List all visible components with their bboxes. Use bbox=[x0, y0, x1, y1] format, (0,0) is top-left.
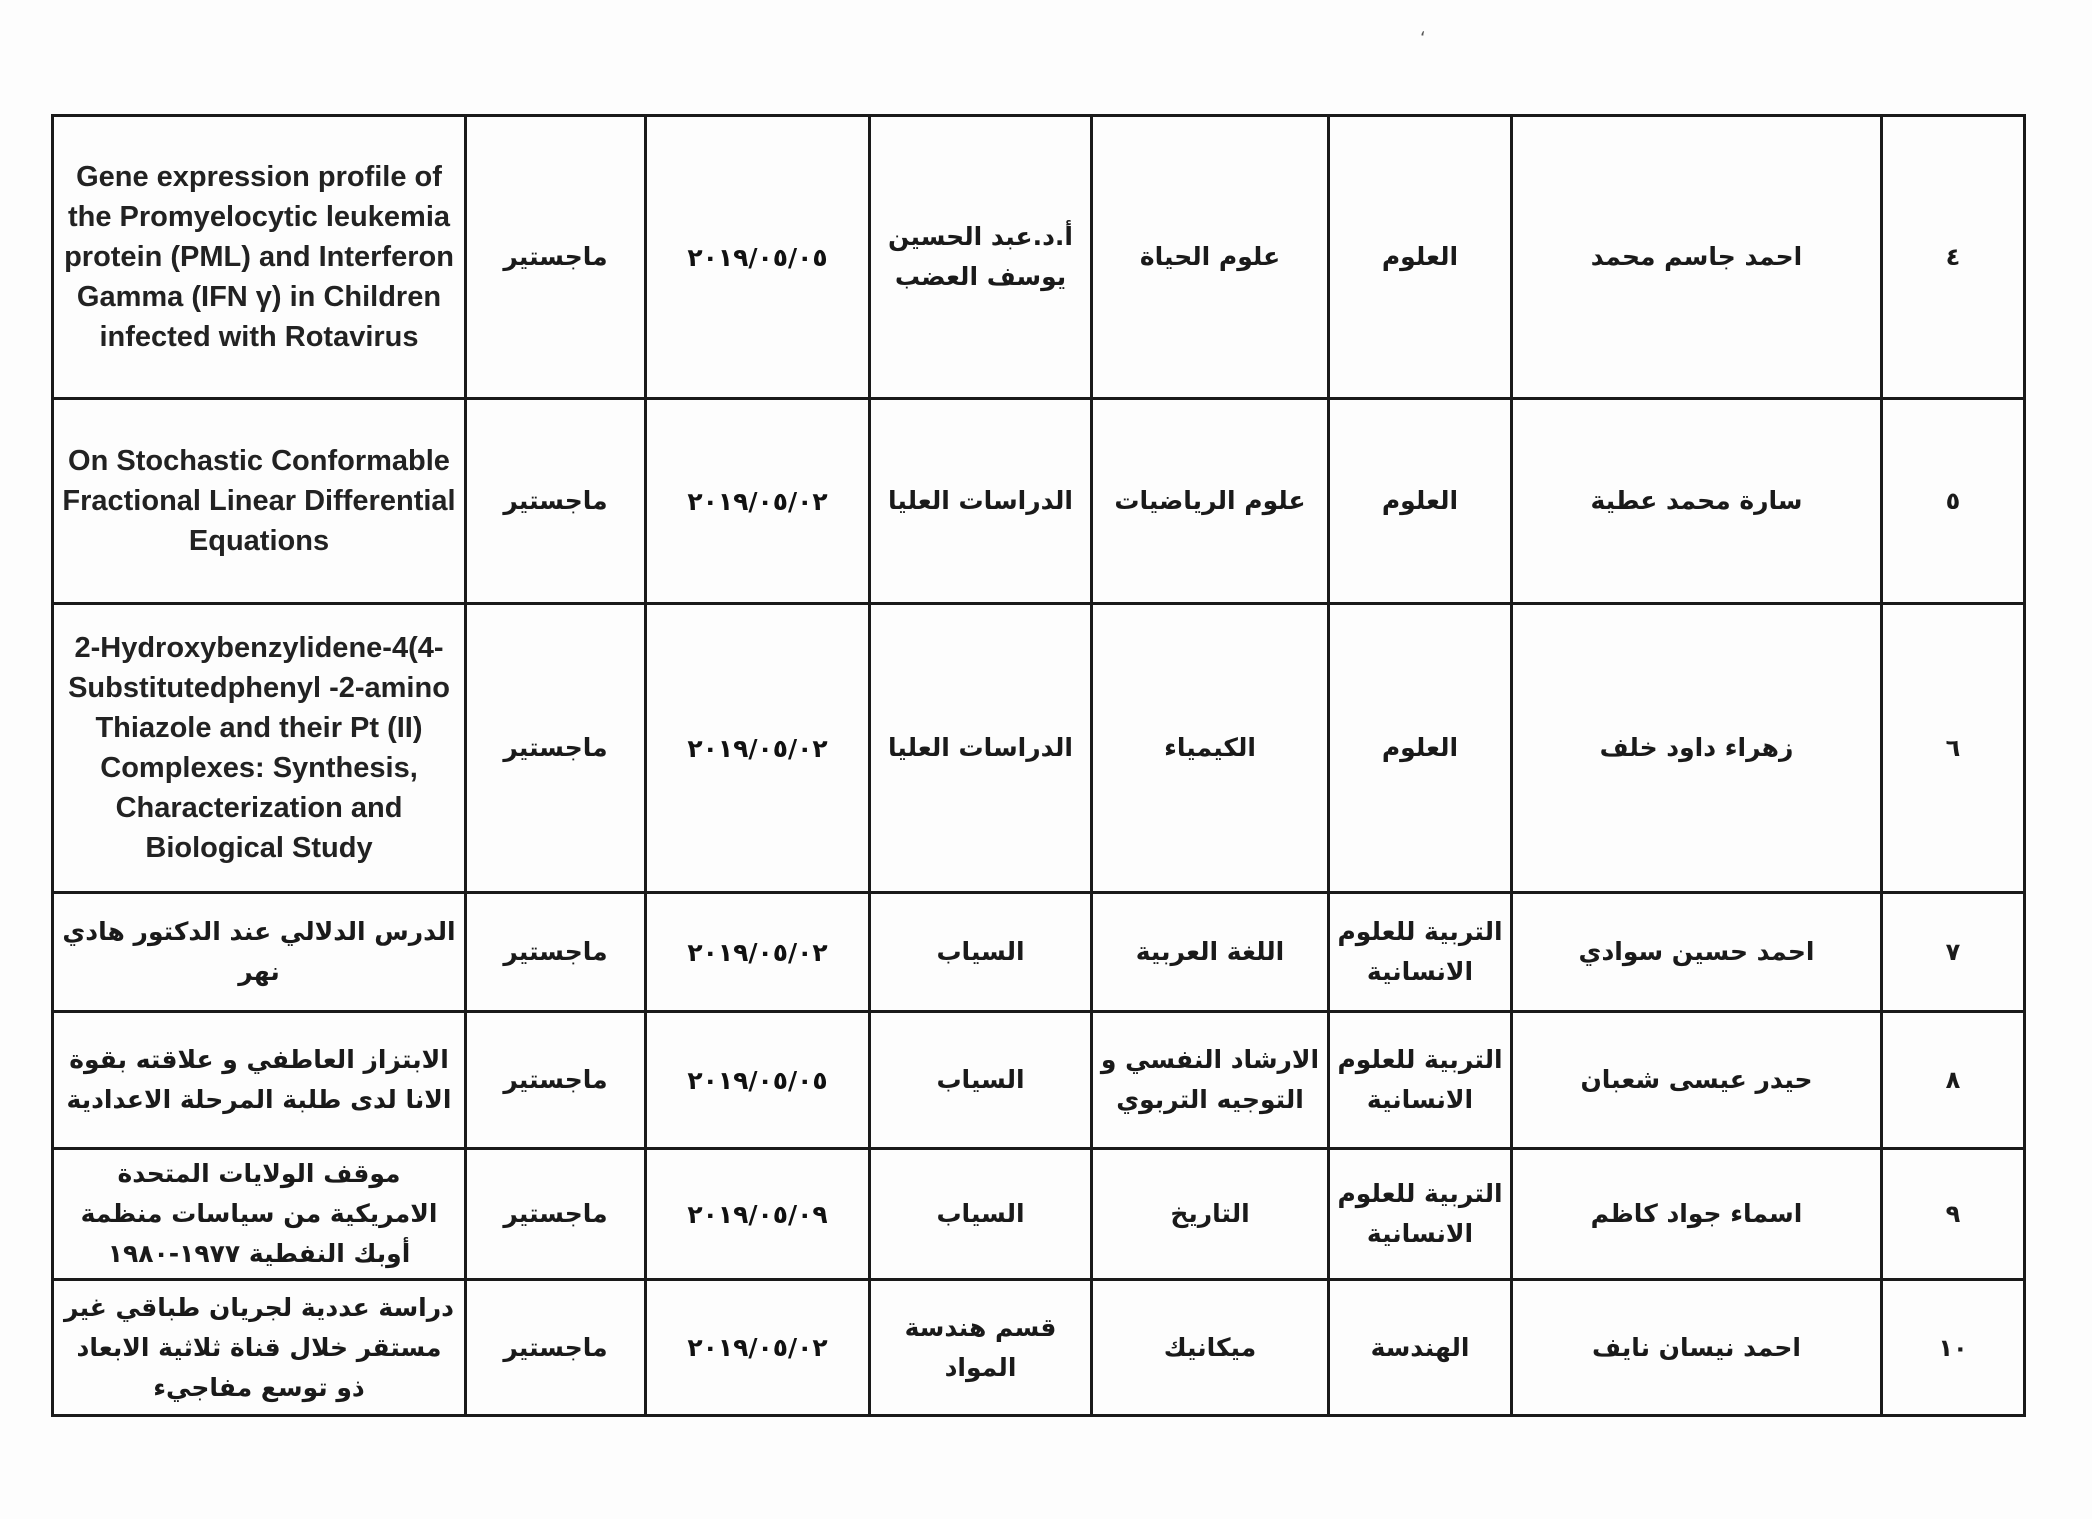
thesis-title: الابتزاز العاطفي و علاقته بقوة الانا لدى طلبة المرحلة الاعدادية bbox=[53, 1012, 466, 1149]
row-number: ٥ bbox=[1882, 399, 2025, 604]
supervisor: الدراسات العليا bbox=[870, 604, 1092, 893]
date: ٢٠١٩/٠٥/٠٢ bbox=[646, 1280, 870, 1416]
supervisor: أ.د.عبد الحسين يوسف العضب bbox=[870, 116, 1092, 399]
supervisor: قسم هندسة المواد bbox=[870, 1280, 1092, 1416]
student-name: زهراء داود خلف bbox=[1512, 604, 1882, 893]
table-row bbox=[53, 399, 2025, 604]
supervisor: الدراسات العليا bbox=[870, 399, 1092, 604]
degree: ماجستير bbox=[466, 1280, 646, 1416]
student-name: احمد حسين سوادي bbox=[1512, 893, 1882, 1012]
date: ٢٠١٩/٠٥/٠٩ bbox=[646, 1149, 870, 1280]
college: التربية للعلوم الانسانية bbox=[1329, 1149, 1512, 1280]
row-number: ٤ bbox=[1882, 116, 2025, 399]
table-row bbox=[53, 604, 2025, 893]
table-row bbox=[53, 1280, 2025, 1416]
thesis-title: موقف الولايات المتحدة الامريكية من سياسات منظمة أوبك النفطية ١٩٧٧-١٩٨٠ bbox=[53, 1149, 466, 1280]
department: الكيمياء bbox=[1092, 604, 1329, 893]
row-number: ٨ bbox=[1882, 1012, 2025, 1149]
degree: ماجستير bbox=[466, 116, 646, 399]
supervisor: السياب bbox=[870, 893, 1092, 1012]
college: الهندسة bbox=[1329, 1280, 1512, 1416]
student-name: اسماء جواد كاظم bbox=[1512, 1149, 1882, 1280]
department: علوم الحياة bbox=[1092, 116, 1329, 399]
thesis-title: دراسة عددية لجريان طباقي غير مستقر خلال قناة ثلاثية الابعاد ذو توسع مفاجيء bbox=[53, 1280, 466, 1416]
degree: ماجستير bbox=[466, 399, 646, 604]
student-name: احمد نيسان نايف bbox=[1512, 1280, 1882, 1416]
department: ميكانيك bbox=[1092, 1280, 1329, 1416]
degree: ماجستير bbox=[466, 1012, 646, 1149]
thesis-register-table bbox=[51, 114, 2026, 1417]
date: ٢٠١٩/٠٥/٠٥ bbox=[646, 1012, 870, 1149]
college: التربية للعلوم الانسانية bbox=[1329, 1012, 1512, 1149]
college: التربية للعلوم الانسانية bbox=[1329, 893, 1512, 1012]
date: ٢٠١٩/٠٥/٠٢ bbox=[646, 604, 870, 893]
department: علوم الرياضيات bbox=[1092, 399, 1329, 604]
date: ٢٠١٩/٠٥/٠٥ bbox=[646, 116, 870, 399]
supervisor: السياب bbox=[870, 1012, 1092, 1149]
degree: ماجستير bbox=[466, 604, 646, 893]
scan-speck: ʻ bbox=[1420, 28, 1426, 49]
department: التاريخ bbox=[1092, 1149, 1329, 1280]
student-name: سارة محمد عطية bbox=[1512, 399, 1882, 604]
thesis-title: On Stochastic Conformable Fractional Linear Differential Equations bbox=[53, 399, 466, 604]
thesis-title: 2-Hydroxybenzylidene-4(4-Substitutedphenyl -2-amino Thiazole and their Pt (II) Complexes: Synthesis, Characterization and Biological Study bbox=[53, 604, 466, 893]
degree: ماجستير bbox=[466, 893, 646, 1012]
table-row bbox=[53, 116, 2025, 399]
student-name: احمد جاسم محمد bbox=[1512, 116, 1882, 399]
department: اللغة العربية bbox=[1092, 893, 1329, 1012]
thesis-title: Gene expression profile of the Promyelocytic leukemia protein (PML) and Interferon Gamma (IFN γ) in Children infected with Rotavirus bbox=[53, 116, 466, 399]
row-number: ٩ bbox=[1882, 1149, 2025, 1280]
student-name: حيدر عيسى شعبان bbox=[1512, 1012, 1882, 1149]
thesis-title: الدرس الدلالي عند الدكتور هادي نهر bbox=[53, 893, 466, 1012]
supervisor: السياب bbox=[870, 1149, 1092, 1280]
row-number: ١٠ bbox=[1882, 1280, 2025, 1416]
row-number: ٦ bbox=[1882, 604, 2025, 893]
row-number: ٧ bbox=[1882, 893, 2025, 1012]
table-row bbox=[53, 893, 2025, 1012]
table-row bbox=[53, 1012, 2025, 1149]
college: العلوم bbox=[1329, 116, 1512, 399]
table-row bbox=[53, 1149, 2025, 1280]
college: العلوم bbox=[1329, 604, 1512, 893]
department: الارشاد النفسي و التوجيه التربوي bbox=[1092, 1012, 1329, 1149]
college: العلوم bbox=[1329, 399, 1512, 604]
date: ٢٠١٩/٠٥/٠٢ bbox=[646, 399, 870, 604]
degree: ماجستير bbox=[466, 1149, 646, 1280]
date: ٢٠١٩/٠٥/٠٢ bbox=[646, 893, 870, 1012]
